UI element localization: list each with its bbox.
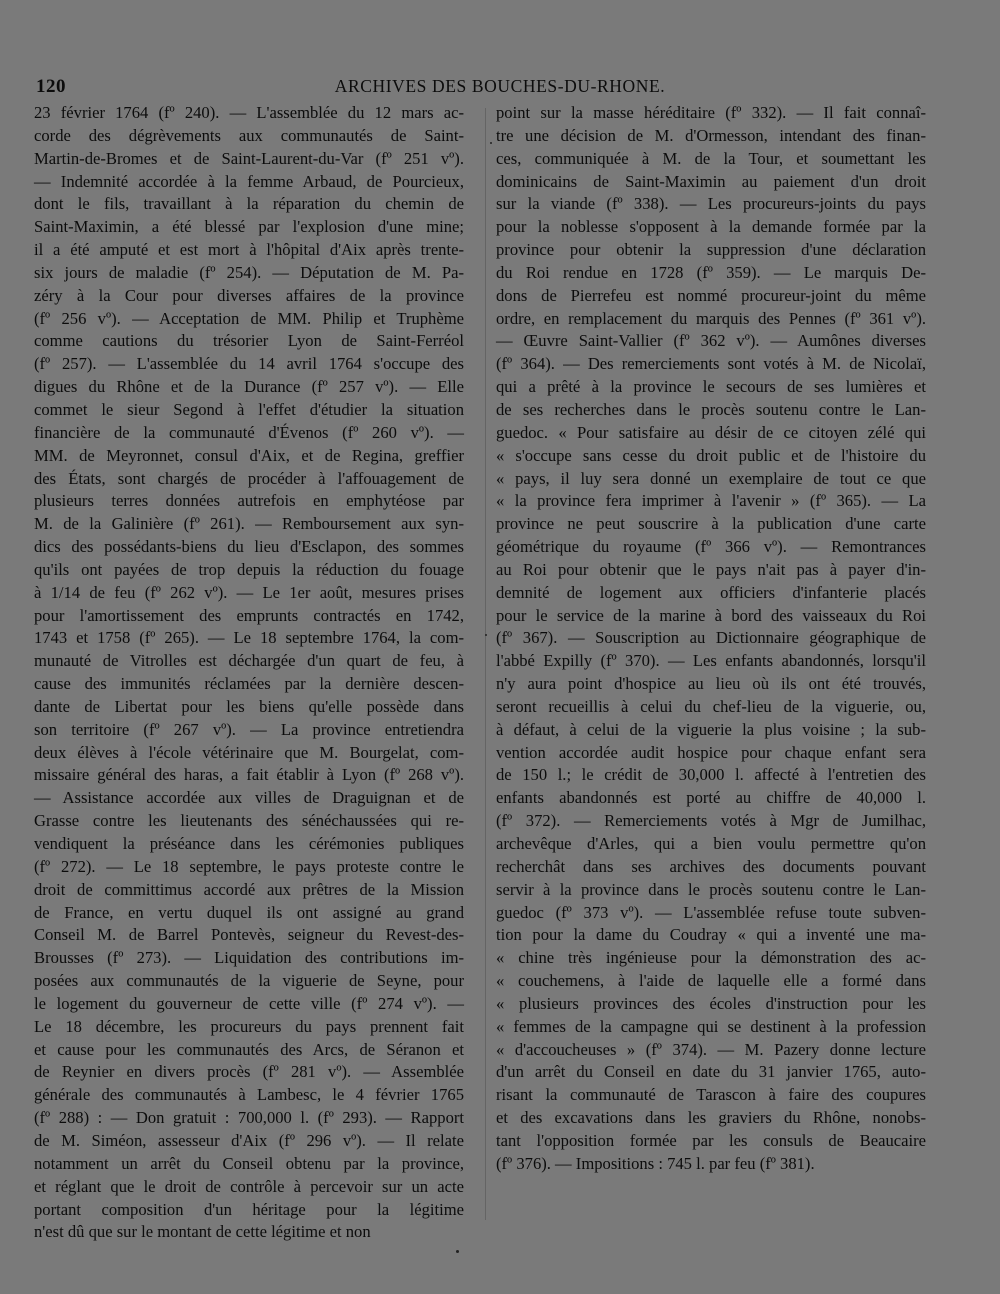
text-line: ces, communiquée à M. de la Tour, et soumettant les (496, 148, 926, 168)
text-line: Conseil M. de Barrel Pontevès, seigneur du Revest-des- (34, 925, 464, 945)
text-line: servir à la province dans le procès soutenu contre le Lan- (496, 879, 926, 899)
text-line: pour le service de la marine à bord des vaisseaux du Roi (496, 605, 926, 625)
text-line: vendiquent la préséance dans les cérémonies publiques (34, 834, 464, 853)
text-line: à défaut, à celui de la viguerie la plus voisine ; la sub- (496, 719, 926, 739)
text-line: et cause pour les communautés des Arcs, de Séranon et (34, 1039, 464, 1059)
text-line: comme cautions du trésorier Lyon de Saint-Ferréol (34, 331, 464, 351)
text-line: province pour obtenir la suppression d'une déclaration (496, 240, 926, 260)
text-line: commet le sieur Segond à l'effet d'étudier la situation (34, 399, 464, 419)
text-line: guedoc. « Pour satisfaire au désir de ce citoyen zélé qui (496, 422, 926, 442)
text-line: deux élèves à l'école vétérinaire que M. Bourgelat, com- (34, 742, 464, 762)
text-line: digues du Rhône et de la Durance (fº 257 vº). — Elle (34, 377, 464, 397)
text-line: demnité de logement aux officiers d'infanterie placés (496, 582, 926, 602)
text-line: archevêque d'Arles, qui a bien voulu permettre qu'on (496, 834, 926, 853)
text-line: (fº 288) : — Don gratuit : 700,000 l. (fº 293). — Rapport (34, 1108, 464, 1128)
text-line: « chine très ingénieuse pour la démonstration des ac- (496, 948, 926, 968)
text-line: 23 février 1764 (fº 240). — L'assemblée du 12 mars ac- (34, 103, 464, 122)
text-line: financière de la communauté d'Évenos (fº 260 vº). — (34, 422, 464, 442)
text-line: le logement du gouverneur de cette ville (fº 274 vº). — (34, 993, 464, 1013)
text-line: dont le fils, travaillant à la réparation du chemin de (34, 194, 464, 214)
text-line: qu'ils ont payées de trop depuis la réduction du fouage (34, 559, 464, 579)
text-line: point sur la masse héréditaire (fº 332). — Il fait connaî- (496, 103, 926, 122)
left-text-column (34, 102, 464, 1244)
text-line: « pays, il luy sera donné un exemplaire de tout ce que (496, 468, 926, 488)
text-line: Saint-Maximin, a été blessé par l'explosion d'une mine; (34, 217, 464, 237)
text-line: pour la noblesse s'opposent à la demande formée par la (496, 217, 926, 237)
right-text-column (496, 102, 926, 1176)
text-line: qui a prêté à la province le secours de ses lumières et (496, 377, 926, 397)
running-title: ARCHIVES DES BOUCHES-DU-RHONE. (334, 76, 666, 96)
text-line: six jours de maladie (fº 254). — Députation de M. Pa- (34, 262, 464, 282)
text-line: Martin-de-Bromes et de Saint-Laurent-du-Var (fº 251 vº). (34, 148, 464, 168)
text-line: de Reynier en divers procès (fº 281 vº). — Assemblée (34, 1062, 464, 1082)
text-line: (fº 257). — L'assemblée du 14 avril 1764 s'occupe des (34, 354, 464, 374)
text-line: Le 18 décembre, les procureurs du pays prennent fait (34, 1016, 464, 1036)
text-line: ordre, en remplacement du marquis des Pennes (fº 361 vº). (496, 308, 926, 328)
text-line: n'y aura point d'hospice au lieu où ils ont été trouvés, (496, 674, 926, 694)
text-line: géométrique du royaume (fº 366 vº). — Remontrances (496, 537, 926, 557)
text-line: générale des communautés à Lambesc, le 4 février 1765 (34, 1085, 464, 1105)
text-line: (fº 364). — Des remerciements sont votés à M. de Nicolaï, (496, 354, 926, 374)
text-line: corde des dégrèvements aux communautés de Saint- (34, 125, 464, 145)
text-line: l'abbé Expilly (fº 370). — Les enfants abandonnés, lorsqu'il (496, 651, 926, 671)
text-line: recherchât dans ses archives des documents pouvant (496, 856, 926, 876)
text-line: seront recueillis à celui du chef-lieu de la viguerie, ou, (496, 696, 926, 716)
text-line: dante de Libertat pour les biens qu'elle possède dans (34, 696, 464, 716)
text-line: son territoire (fº 267 vº). — La province entretiendra (34, 719, 464, 739)
text-line: (fº 367). — Souscription au Dictionnaire géographique de (496, 628, 926, 648)
print-speck (485, 634, 487, 636)
text-line: de ses recherches dans le procès soutenu contre le Lan- (496, 399, 926, 419)
text-line: tion pour la dame du Coudray « qui a inventé une ma- (496, 925, 926, 945)
text-line: et réglant que le droit de contrôle à percevoir sur un acte (34, 1176, 464, 1196)
text-line: 1743 et 1758 (fº 265). — Le 18 septembre 1764, la com- (34, 628, 464, 648)
text-line: il a été amputé et est mort à l'hôpital d'Aix après trente- (34, 240, 464, 260)
text-line: « femmes de la campagne qui se destinent à la profession (496, 1016, 926, 1036)
text-line: missaire général des haras, a fait établir à Lyon (fº 268 vº). (34, 765, 464, 785)
text-line: MM. de Meyronnet, consul d'Aix, et de Regina, greffier (34, 445, 464, 465)
text-line: de France, en vertu duquel ils ont assigné au grand (34, 902, 464, 922)
text-line: « s'occupe sans cesse du droit public et de l'histoire du (496, 445, 926, 465)
text-line: « d'accoucheuses » (fº 374). — M. Pazery donne lecture (496, 1039, 926, 1059)
text-line: dons de Pierrefeu est nommé procureur-joint du même (496, 285, 926, 305)
text-line: tre une décision de M. d'Ormesson, intendant des finan- (496, 125, 926, 145)
text-line: (fº 272). — Le 18 septembre, le pays proteste contre le (34, 856, 464, 876)
text-line: cause des immunités réclamées par la dernière descen- (34, 674, 464, 694)
text-line: munauté de Vitrolles est déchargée d'un quart de feu, à (34, 651, 464, 671)
text-line: notamment un arrêt du Conseil obtenu par la province, (34, 1153, 464, 1173)
page-number: 120 (36, 76, 66, 97)
text-line: Brousses (fº 273). — Liquidation des contributions im- (34, 948, 464, 968)
text-line: — Indemnité accordée à la femme Arbaud, de Pourcieux, (34, 171, 464, 191)
text-line: province ne peut souscrire à la publication d'une carte (496, 514, 926, 534)
print-speck (490, 142, 492, 144)
text-line: « couchemens, à l'aide de laquelle elle a formé dans (496, 971, 926, 991)
text-line: au Roi pour obtenir que le pays n'ait pas à payer d'in- (496, 559, 926, 579)
text-line: de 150 l.; le crédit de 30,000 l. affecté à l'entretien des (496, 765, 926, 785)
text-line: de M. Siméon, assesseur d'Aix (fº 296 vº). — Il relate (34, 1130, 464, 1150)
text-line: M. de la Galinière (fº 261). — Remboursement aux syn- (34, 514, 464, 534)
text-line: dominicains de Saint-Maximin au paiement d'un droit (496, 171, 926, 191)
text-line: zéry à la Cour pour diverses affaires de la province (34, 285, 464, 305)
text-line: et des excavations dans les graviers du Rhône, nonobs- (496, 1108, 926, 1128)
text-line: (fº 376). — Impositions : 745 l. par feu (fº 381). (496, 1153, 815, 1173)
text-line: « la province fera imprimer à l'avenir » (fº 365). — La (496, 491, 926, 511)
text-line: sur la viande (fº 338). — Les procureurs-joints du pays (496, 194, 926, 214)
text-line: « plusieurs provinces des écoles d'instruction pour les (496, 993, 926, 1013)
text-line: d'un arrêt du Conseil en date du 31 janvier 1765, auto- (496, 1062, 926, 1082)
text-line: guedoc (fº 373 vº). — L'assemblée refuse toute subven- (496, 902, 926, 922)
text-line: — Assistance accordée aux villes de Draguignan et de (34, 788, 464, 808)
text-line: droit de committimus accordé aux prêtres de la Mission (34, 879, 464, 899)
text-line: Grasse contre les lieutenants des sénéchaussées qui re- (34, 811, 464, 831)
column-gutter (485, 108, 486, 1220)
text-line: plusieurs terres données autrefois en emphytéose par (34, 491, 464, 511)
text-line: (fº 256 vº). — Acceptation de MM. Philip et Truphème (34, 308, 464, 328)
text-line: pour l'amortissement des emprunts contractés en 1742, (34, 605, 464, 625)
text-line: dics des possédants-biens du lieu d'Esclapon, des sommes (34, 537, 464, 557)
text-line: — Œuvre Saint-Vallier (fº 362 vº). — Aumônes diverses (496, 331, 926, 351)
text-line: du Roi rendue en 1728 (fº 359). — Le marquis De- (496, 262, 926, 282)
text-line: risant la communauté de Tarascon à faire des coupures (496, 1085, 926, 1105)
text-line: à 1/14 de feu (fº 262 vº). — Le 1er août, mesures prises (34, 582, 464, 602)
text-line: posées aux communautés de la viguerie de Seyne, pour (34, 971, 464, 991)
text-line: portant composition d'un héritage pour la légitime (34, 1199, 464, 1219)
text-line: vention accordée audit hospice pour chaque enfant sera (496, 742, 926, 762)
page-header (36, 76, 964, 100)
text-line: n'est dû que sur le montant de cette légitime et non (34, 1222, 371, 1242)
text-line: (fº 372). — Remerciements votés à Mgr de Jumilhac, (496, 811, 926, 831)
text-line: des États, sont chargés de procéder à l'affouagement de (34, 468, 464, 488)
print-speck (456, 1250, 459, 1253)
text-line: enfants abandonnés est porté au chiffre de 40,000 l. (496, 788, 926, 808)
text-line: tant l'opposition formée par les consuls de Beaucaire (496, 1130, 926, 1150)
